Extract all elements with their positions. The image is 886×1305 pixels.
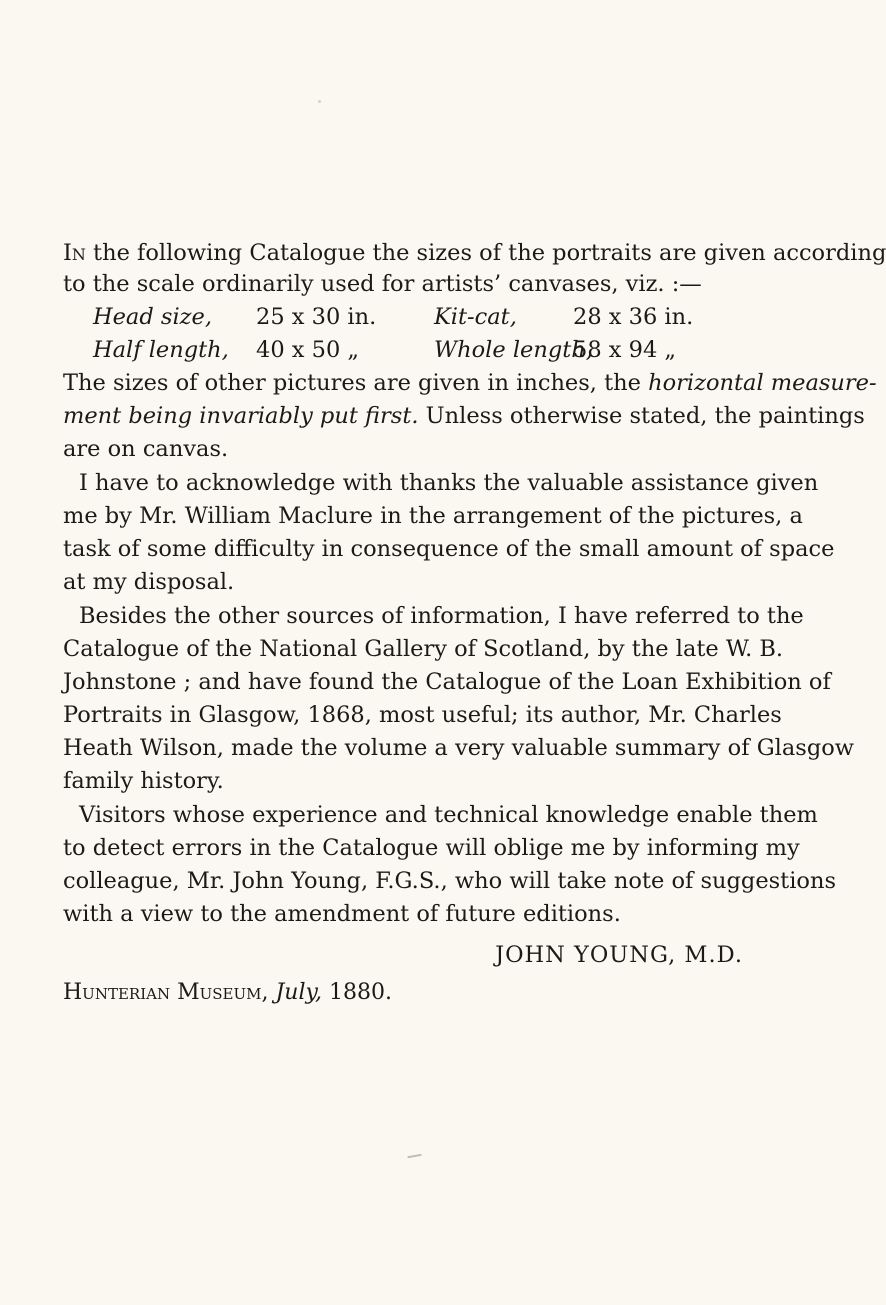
para4-line-4: with a view to the amendment of future editions. bbox=[63, 901, 621, 927]
intro-line-2: to the scale ordinarily used for artists’ canvases, viz. :— bbox=[63, 271, 702, 297]
paper-spot bbox=[318, 100, 321, 103]
para3-line-3: Johnstone ; and have found the Catalogue of the Loan Exhibition of bbox=[63, 669, 831, 695]
para2-line-4: at my disposal. bbox=[63, 569, 235, 595]
head-size-label: Head size, bbox=[93, 304, 212, 330]
intro-line-1-text: the following Catalogue the sizes of the portraits are given according bbox=[85, 240, 886, 266]
para1-line-3: are on canvas. bbox=[63, 436, 229, 462]
place-name: Hunterian Museum, bbox=[63, 980, 269, 1005]
para1-emphasis-1: horizontal measure- bbox=[648, 370, 877, 396]
para3-line-2: Catalogue of the National Gallery of Scotland, by the late W. B. bbox=[63, 636, 784, 662]
para3-line-5: Heath Wilson, made the volume a very valuable summary of Glasgow bbox=[63, 735, 855, 761]
intro-lead-word: In bbox=[63, 240, 86, 266]
para2-line-2: me by Mr. William Maclure in the arrangement of the pictures, a bbox=[63, 503, 803, 529]
para2-line-3: task of some difficulty in consequence of the small amount of space bbox=[63, 536, 835, 562]
para3-line-6: family history. bbox=[63, 768, 224, 794]
whole-length-label: Whole length, bbox=[434, 337, 593, 363]
place-month: July, bbox=[275, 980, 322, 1005]
para2-line-1: I have to acknowledge with thanks the valuable assistance given bbox=[79, 470, 819, 496]
para3-line-1: Besides the other sources of information, I have referred to the bbox=[79, 603, 804, 629]
para3-line-4: Portraits in Glasgow, 1868, most useful; its author, Mr. Charles bbox=[63, 702, 782, 728]
para4-line-3: colleague, Mr. John Young, F.G.S., who will take note of suggestions bbox=[63, 868, 836, 894]
intro-line-1 bbox=[63, 238, 886, 268]
place-year: 1880. bbox=[322, 980, 392, 1005]
para1-line-1-text: The sizes of other pictures are given in inches, the bbox=[63, 370, 649, 396]
para1-line-2 bbox=[63, 401, 865, 431]
para1-line-1 bbox=[63, 368, 877, 398]
para4-line-1: Visitors whose experience and technical knowledge enable them bbox=[79, 802, 818, 828]
para4-line-2: to detect errors in the Catalogue will oblige me by informing my bbox=[63, 835, 800, 861]
ink-mark bbox=[407, 1154, 422, 1163]
para1-line-2-text: Unless otherwise stated, the paintings bbox=[418, 403, 865, 429]
half-length-value: 40 x 50 „ bbox=[256, 337, 360, 363]
half-length-label: Half length, bbox=[93, 337, 229, 363]
para1-emphasis-2: ment being invariably put first. bbox=[63, 403, 419, 429]
kitcat-value: 28 x 36 in. bbox=[573, 304, 694, 330]
place-and-date bbox=[63, 978, 392, 1008]
kitcat-label: Kit-cat, bbox=[434, 304, 517, 330]
signature: JOHN YOUNG, M.D. bbox=[495, 942, 743, 968]
head-size-value: 25 x 30 in. bbox=[256, 304, 377, 330]
whole-length-value: 58 x 94 „ bbox=[573, 337, 677, 363]
